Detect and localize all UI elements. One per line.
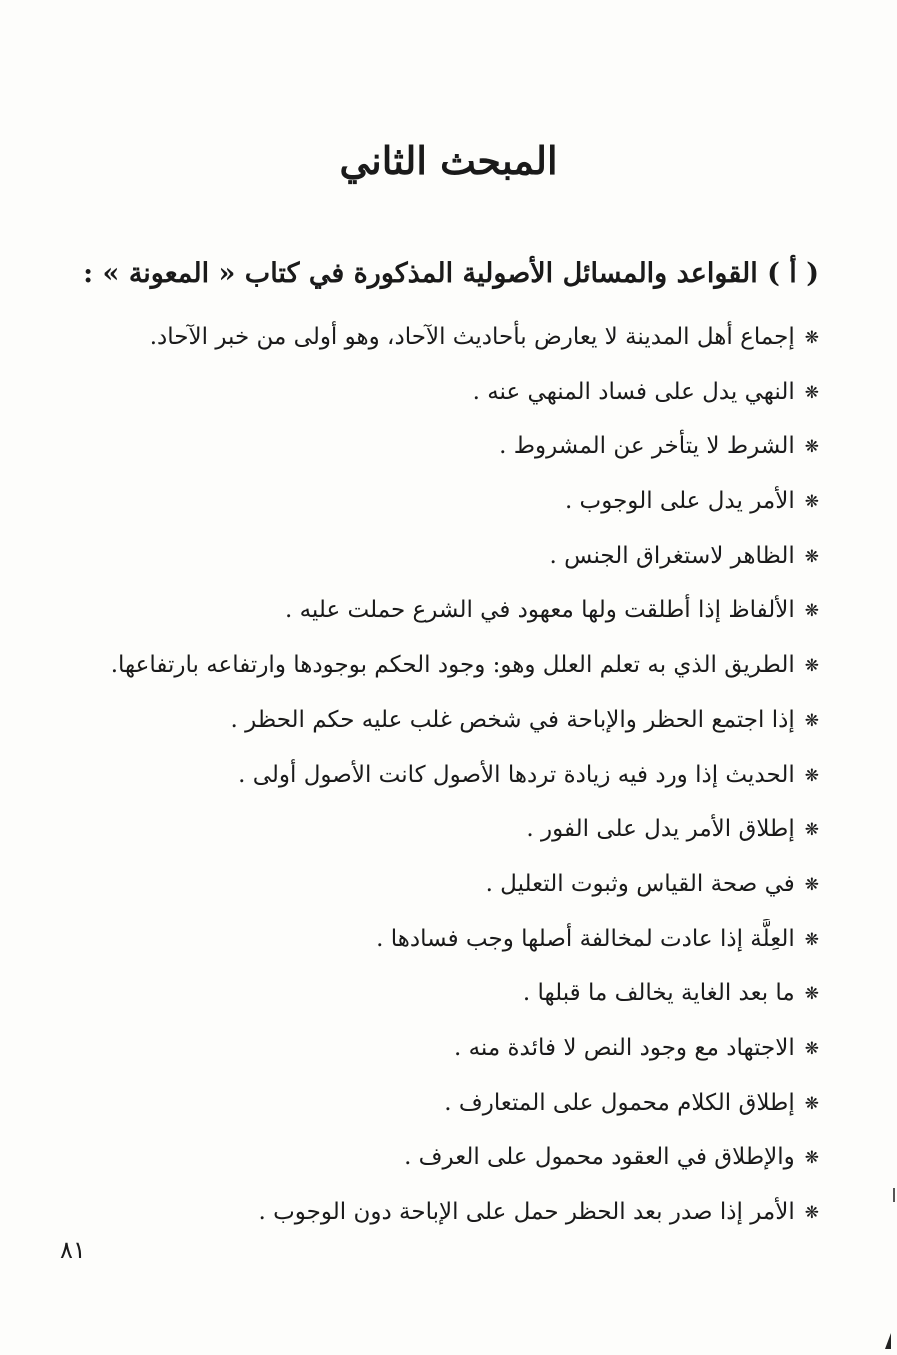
rule-item	[89, 590, 819, 645]
page-number: ٨١	[60, 1236, 86, 1264]
bullet-icon: ❋	[804, 929, 819, 950]
rule-text: ما بعد الغاية يخالف ما قبلها .	[522, 980, 795, 1007]
rule-item	[89, 1083, 819, 1138]
bullet-icon: ❋	[804, 1038, 819, 1059]
bullet-icon: ❋	[804, 492, 819, 513]
bullet-icon: ❋	[804, 656, 819, 677]
rule-text: النهي يدل على فساد المنهي عنه .	[472, 378, 795, 405]
rule-item	[89, 1028, 819, 1083]
bullet-icon: ❋	[804, 874, 819, 895]
rule-text: والإطلاق في العقود محمول على العرف .	[404, 1144, 795, 1171]
rule-text: في صحة القياس وثبوت التعليل .	[485, 870, 795, 897]
bullet-icon: ❋	[804, 546, 819, 567]
rule-text: الظاهر لاستغراق الجنس .	[549, 542, 795, 569]
rule-item	[89, 1192, 819, 1247]
rule-item	[89, 809, 819, 864]
rule-text: الشرط لا يتأخر عن المشروط .	[499, 433, 795, 460]
rule-text: الحديث إذا ورد فيه زيادة تردها الأصول كانت الأصول أولى .	[238, 761, 795, 788]
rule-item	[89, 864, 819, 919]
bullet-icon: ❋	[804, 601, 819, 622]
corner-mark	[885, 1333, 891, 1349]
section-heading: ( أ ) القواعد والمسائل الأصولية المذكورة في كتاب « المعونة » :	[83, 258, 819, 289]
bullet-icon: ❋	[804, 328, 819, 348]
bullet-icon: ❋	[804, 382, 819, 403]
page-title: المبحث الثاني	[339, 138, 558, 183]
rules-list	[89, 317, 819, 1247]
rule-text: العِلَّة إذا عادت لمخالفة أصلها وجب فسادها .	[376, 925, 795, 952]
rule-item	[89, 317, 819, 372]
rule-text: الطريق الذي به تعلم العلل وهو: وجود الحكم بوجودها وارتفاعه بارتفاعها.	[110, 652, 795, 679]
rule-item	[89, 536, 819, 591]
rule-text: إطلاق الأمر يدل على الفور .	[526, 816, 795, 843]
bullet-icon: ❋	[804, 984, 819, 1005]
rule-item	[89, 919, 819, 974]
bullet-icon: ❋	[804, 1203, 819, 1223]
bullet-icon: ❋	[804, 1148, 819, 1169]
rule-text: الأمر إذا صدر بعد الحظر حمل على الإباحة دون الوجوب .	[258, 1199, 795, 1225]
bullet-icon: ❋	[804, 820, 819, 841]
rule-text: إطلاق الكلام محمول على المتعارف .	[444, 1089, 795, 1116]
rule-item	[89, 700, 819, 755]
rule-item	[89, 973, 819, 1028]
bullet-icon: ❋	[804, 765, 819, 786]
bullet-icon: ❋	[804, 1093, 819, 1114]
rule-text: الألفاظ إذا أطلقت ولها معهود في الشرع حملت عليه .	[284, 597, 795, 624]
bullet-icon: ❋	[804, 710, 819, 731]
rule-item	[89, 481, 819, 536]
rule-item	[89, 372, 819, 427]
rule-item	[89, 426, 819, 481]
rule-item	[89, 645, 819, 700]
rule-text: الأمر يدل على الوجوب .	[564, 488, 795, 515]
rule-text: إذا اجتمع الحظر والإباحة في شخص غلب عليه حكم الحظر .	[230, 706, 795, 733]
rule-item	[89, 755, 819, 810]
rule-text: إجماع أهل المدينة لا يعارض بأحاديث الآحاد، وهو أولى من خبر الآحاد.	[149, 324, 795, 350]
rule-text: الاجتهاد مع وجود النص لا فائدة منه .	[453, 1034, 795, 1061]
rule-item	[89, 1137, 819, 1192]
edge-tick-mark	[893, 1188, 895, 1202]
bullet-icon: ❋	[804, 437, 819, 458]
